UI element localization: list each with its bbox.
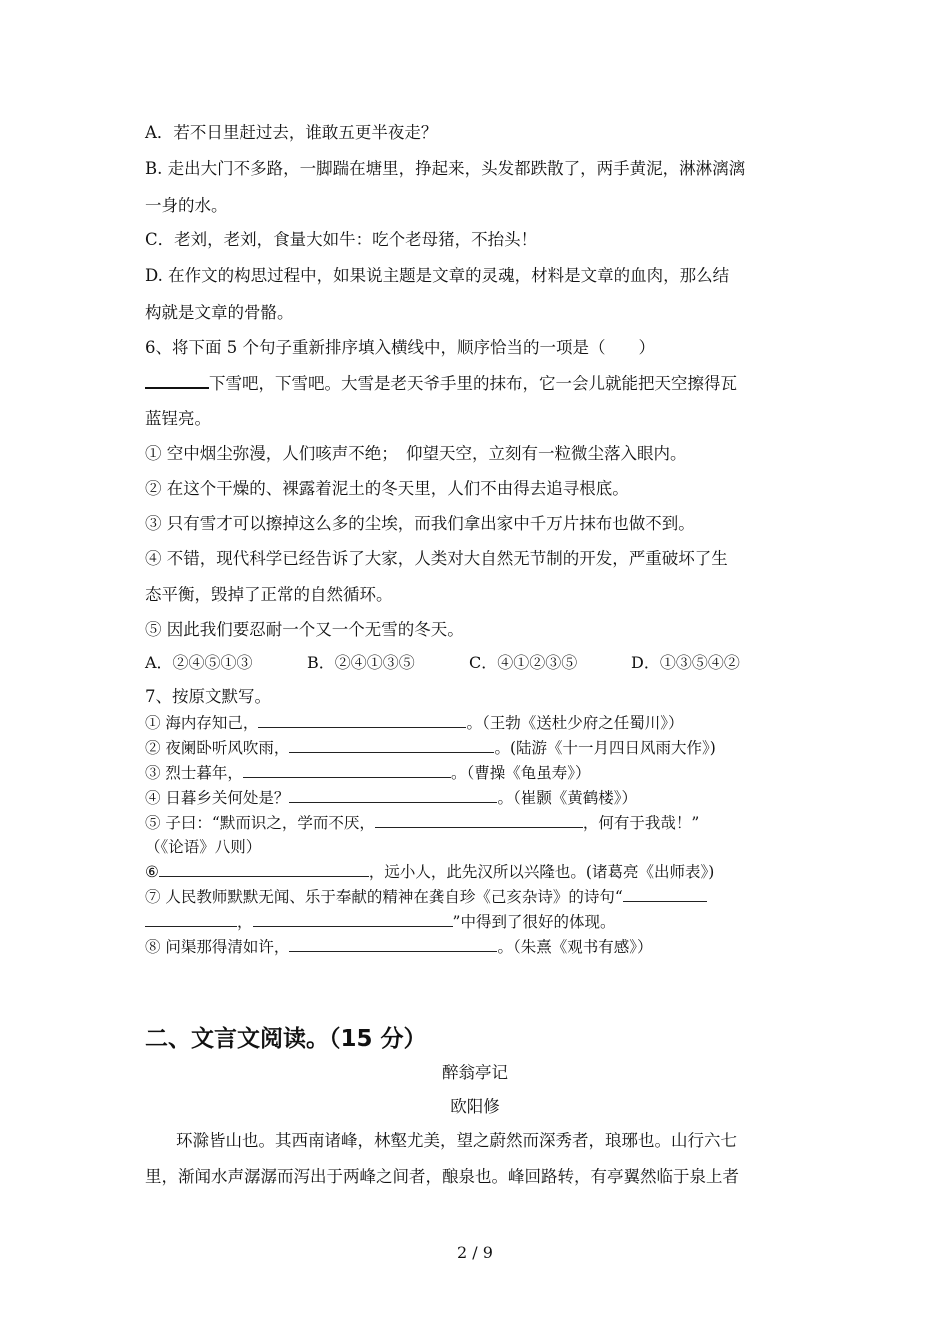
- q7-item-1-blank[interactable]: [258, 712, 466, 728]
- q7-item-5-blank[interactable]: [375, 812, 583, 828]
- q7-item-8-blank[interactable]: [289, 936, 497, 952]
- q7-item-2-source: 。(陆游《十一月四日风雨大作》): [494, 739, 716, 757]
- q5-option-b-line2: 一身的水。: [145, 196, 228, 215]
- q6-sentence-3: ③ 只有雪才可以擦掉这么多的尘埃，而我们拿出家中千万片抹布也做不到。: [145, 514, 695, 533]
- q6-lead-line1: [145, 372, 737, 395]
- page-number: 2 / 9: [457, 1243, 493, 1262]
- q7-item-3-text: ③ 烈士暮年，: [145, 764, 243, 782]
- q7-item-5-text: ⑤ 子曰：“默而识之，学而不厌，: [145, 814, 375, 832]
- q6-option-d: D．①③⑤④②: [631, 653, 740, 672]
- q7-item-7-line1: [145, 886, 707, 908]
- q7-item-4-text: ④ 日暮乡关何处是？: [145, 789, 290, 807]
- q6-sentence-2: ② 在这个干燥的、裸露着泥土的冬天里，人们不由得去追寻根底。: [145, 479, 629, 498]
- q5-option-d-line2: 构就是文章的骨骼。: [145, 303, 294, 322]
- section-heading: 二、文言文阅读。（15 分）: [145, 1026, 427, 1052]
- q7-item-7-text: ⑦ 人民教师默默无闻、乐于奉献的精神在龚自珍《己亥杂诗》的诗句“: [145, 888, 623, 906]
- q5-option-a: A．若不日里赶过去，谁敢五更半夜走？: [145, 123, 438, 142]
- q7-item-7-blank-a-start[interactable]: [623, 886, 707, 902]
- q7-item-1: [145, 712, 683, 734]
- q7-item-6-marker: ⑥: [145, 863, 159, 881]
- q6-lead-text: 下雪吧，下雪吧。大雪是老天爷手里的抹布，它一会儿就能把天空擦得瓦: [209, 374, 737, 393]
- q7-item-6: [145, 861, 714, 883]
- q7-item-1-text: ① 海内存知己，: [145, 714, 259, 732]
- q6-sentence-1: ① 空中烟尘弥漫，人们咳声不绝； 仰望天空，立刻有一粒微尘落入眼内。: [145, 444, 687, 463]
- essay-paragraph-line2: 里，渐闻水声潺潺而泻出于两峰之间者，酿泉也。峰回路转，有亭翼然临于泉上者: [145, 1167, 739, 1186]
- q7-item-5-tail: ，何有于我哉！”: [582, 814, 700, 832]
- q7-item-4: [145, 787, 637, 809]
- q6-option-b: B．②④①③⑤: [307, 653, 415, 672]
- q7-item-7-comma: ，: [237, 913, 253, 931]
- q6-option-c: C．④①②③⑤: [469, 653, 578, 672]
- q7-item-3-source: 。（曹操《龟虽寿》）: [450, 764, 591, 782]
- q7-item-8: [145, 936, 652, 958]
- essay-title: 醉翁亭记: [442, 1063, 508, 1082]
- q5-option-c: C．老刘，老刘，食量大如牛：吃个老母猪，不抬头！: [145, 230, 538, 249]
- q7-item-2-blank[interactable]: [289, 737, 494, 753]
- q7-item-5: [145, 812, 699, 834]
- q6-sentence-4-line1: ④ 不错，现代科学已经告诉了大家，人类对大自然无节制的开发，严重破坏了生: [145, 549, 728, 568]
- q7-item-2: [145, 737, 716, 759]
- q7-item-8-source: 。（朱熹《观书有感》）: [497, 938, 653, 956]
- q6-option-a: A．②④⑤①③: [145, 653, 253, 672]
- q5-option-d-line1: D. 在作文的构思过程中，如果说主题是文章的灵魂，材料是文章的血肉，那么结: [145, 266, 730, 285]
- q5-option-b-line1: B. 走出大门不多路，一脚踹在塘里，挣起来，头发都跌散了，两手黄泥，淋淋漓漓: [145, 159, 746, 178]
- q6-lead-line2: 蓝锃亮。: [145, 409, 211, 428]
- q6-blank: [145, 372, 209, 389]
- q7-item-6-blank[interactable]: [159, 861, 369, 877]
- q7-item-3-blank[interactable]: [243, 762, 451, 778]
- essay-author: 欧阳修: [450, 1097, 500, 1116]
- q6-sentence-4-line2: 态平衡，毁掉了正常的自然循环。: [145, 585, 393, 604]
- q6-sentence-5: ⑤ 因此我们要忍耐一个又一个无雪的冬天。: [145, 620, 464, 639]
- q7-item-7-tail: ”中得到了很好的体现。: [452, 913, 616, 931]
- q7-item-2-text: ② 夜阑卧听风吹雨，: [145, 739, 290, 757]
- q7-item-3: [145, 762, 590, 784]
- q7-item-7-line2: [145, 911, 615, 933]
- q6-options: [145, 652, 740, 674]
- q7-item-8-text: ⑧ 问渠那得清如许，: [145, 938, 290, 956]
- q6-stem: 6、将下面 5 个句子重新排序填入横线中，顺序恰当的一项是（ ）: [145, 338, 655, 357]
- essay-paragraph-line1: 环滁皆山也。其西南诸峰，林壑尤美，望之蔚然而深秀者，琅琊也。山行六七: [176, 1131, 737, 1150]
- q7-item-4-source: 。（崔颢《黄鹤楼》）: [497, 789, 637, 807]
- q7-item-7-blank-a-end[interactable]: [145, 911, 237, 927]
- q7-stem: 7、按原文默写。: [145, 687, 271, 706]
- q7-item-5-source: （《论语》八则）: [145, 838, 262, 856]
- q7-item-1-source: 。（王勃《送杜少府之任蜀川》）: [466, 714, 684, 732]
- q7-item-6-text: ，远小人，此先汉所以兴隆也。(诸葛亮《出师表》): [368, 863, 715, 881]
- q7-item-7-blank-b[interactable]: [253, 911, 453, 927]
- q7-item-4-blank[interactable]: [289, 787, 497, 803]
